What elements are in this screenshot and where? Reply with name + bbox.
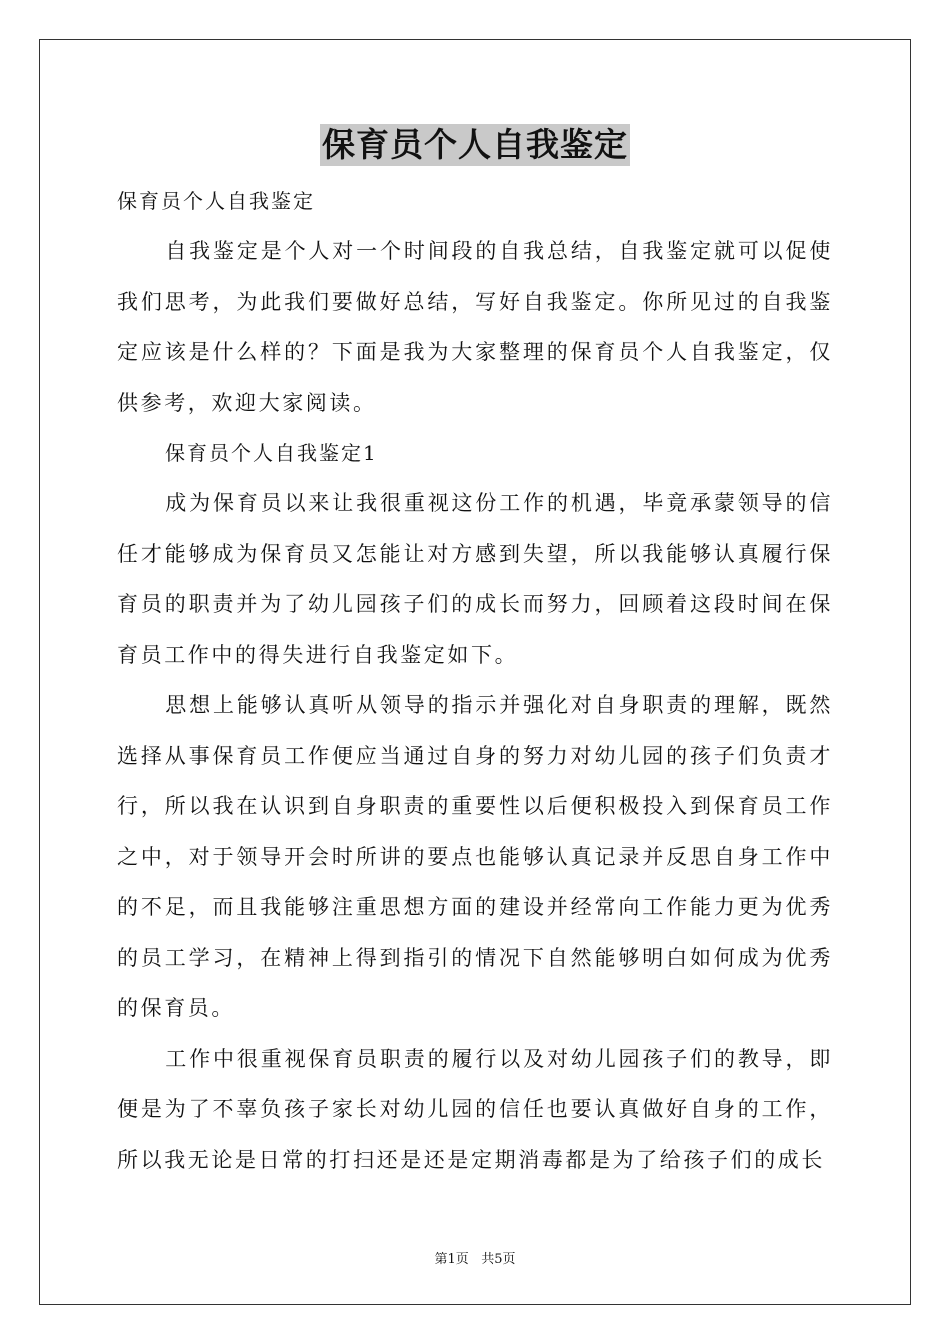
intro-paragraph: 自我鉴定是个人对一个时间段的自我总结，自我鉴定就可以促使我们思考，为此我们要做好总结，写好自我鉴定。你所见过的自我鉴定应该是什么样的？下面是我为大家整理的保育员个人自我鉴定，仅供参考，欢迎大家阅读。 (117, 239, 833, 415)
page-total: 共5页 (481, 1252, 516, 1267)
document-subtitle: 保育员个人自我鉴定 (117, 189, 315, 213)
page-footer (0, 1248, 950, 1267)
page-number: 第1页 (434, 1252, 469, 1267)
body-paragraph-3: 工作中很重视保育员职责的履行以及对幼儿园孩子们的教导，即便是为了不辜负孩子家长对幼儿园的信任也要认真做好自身的工作，所以我无论是日常的打扫还是还是定期消毒都是为了给孩子们的成长 (117, 1046, 833, 1172)
body-paragraph-2: 思想上能够认真听从领导的指示并强化对自身职责的理解，既然选择从事保育员工作便应当通过自身的努力对幼儿园的孩子们负责才行，所以我在认识到自身职责的重要性以后便积极投入到保育员工作之中，对于领导开会时所讲的要点也能够认真记录并反思自身工作中的不足，而且我能够注重思想方面的建设并经常向工作能力更为优秀的员工学习，在精神上得到指引的情况下自然能够明白如何成为优秀的保育员。 (117, 693, 833, 1020)
title-wrap (117, 124, 833, 176)
section-heading: 保育员个人自我鉴定1 (165, 441, 378, 465)
document-body (117, 124, 833, 1185)
document-title: 保育员个人自我鉴定 (322, 125, 628, 164)
body-paragraph-1: 成为保育员以来让我很重视这份工作的机遇，毕竟承蒙领导的信任才能够成为保育员又怎能让对方感到失望，所以我能够认真履行保育员的职责并为了幼儿园孩子们的成长而努力，回顾着这段时间在保育员工作中的得失进行自我鉴定如下。 (117, 491, 833, 667)
